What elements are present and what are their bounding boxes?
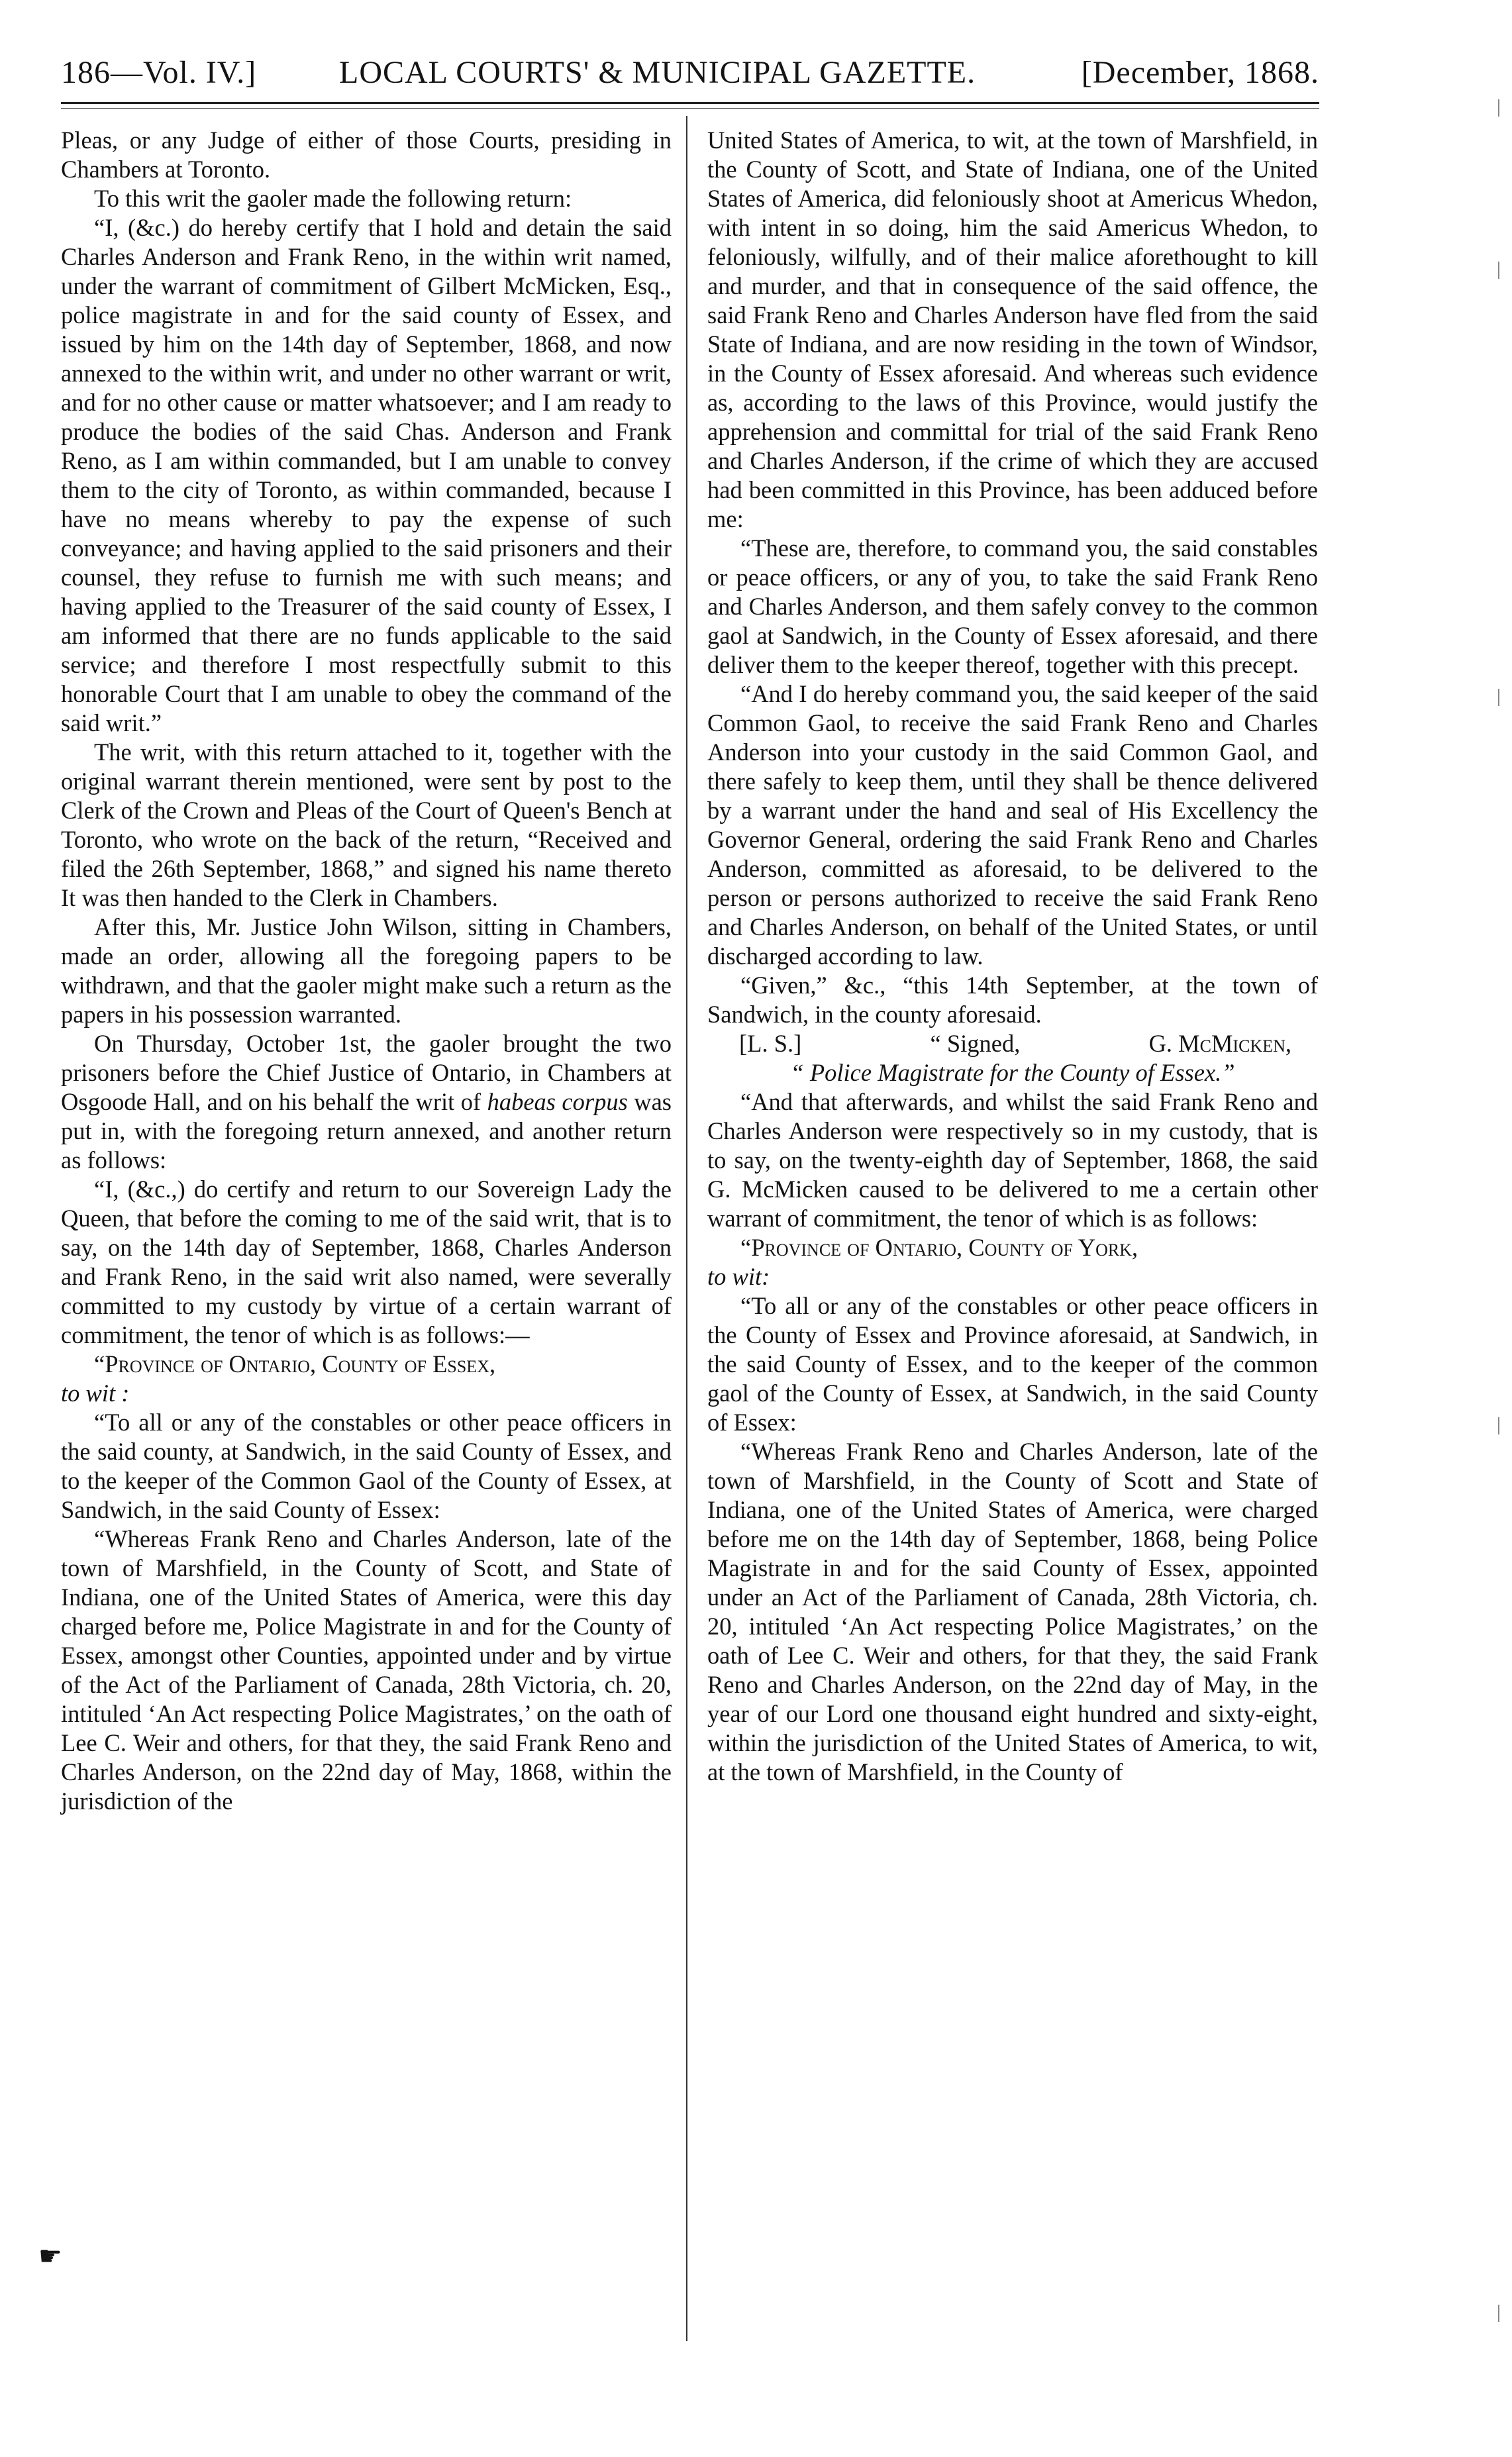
paragraph: “I, (&c.,) do certify and return to our Sovereign Lady the Queen, that before the coming to me of the said writ, that is to say, on the 14th day of September, 1868, Charles Anderson and Frank Reno, in the said writ also named, were severally committed to my custody by virtue of a certain warrant of commitment, the tenor of which is as follows:—: [61, 1176, 672, 1348]
edge-tick: [1498, 262, 1499, 279]
header-rule: [61, 102, 1319, 104]
paragraph: [61, 1029, 672, 1175]
pointing-hand-icon: ☛: [38, 2241, 62, 2272]
paragraph: “Whereas Frank Reno and Charles Anderson, late of the town of Marshfield, in the County of Scott and State of Indiana, one of the United States of America, were charged before me on the 14th day of September, 1868, being Police Magistrate in and for the said County of Essex, appointed under an Act of the Parliament of Canada, 28th Victoria, ch. 20, intituled ‘An Act respecting Police Magistrates,’ on the oath of Lee C. Weir and others, for that they, the said Frank Reno and Charles Anderson, on the 22nd day of May, in the year of our Lord one thousand eight hundred and sixty-eight, within the jurisdiction of the United States of America, to wit, at the town of Marshfield, in the County of: [707, 1438, 1318, 1785]
paragraph: United States of America, to wit, at the town of Marshfield, in the County of Scott, and State of Indiana, one of the United States of America, did feloniously shoot at Americus Whedon, with intent in so doing, him the said Americus Whedon, to feloniously, wilfully, and of their malice aforethought to kill and murder, and that in consequence of the said offence, the said Frank Reno and Charles Anderson have fled from the said State of Indiana, and are now residing in the town of Windsor, in the County of Essex aforesaid. And whereas such evidence as, according to the laws of this Province, would justify the apprehension and committal for trial of the said Frank Reno and Charles Anderson, if the crime of which they are accused had been committed in this Province, has been adduced before me:: [707, 126, 1318, 532]
signature-line: [707, 1029, 1318, 1058]
paragraph: “To all or any of the constables or other peace officers in the County of Essex and Province aforesaid, at Sandwich, in the said County of Essex, and to the keeper of the common gaol of the County of Essex, at Sandwich, in the said County of Essex:: [707, 1292, 1318, 1436]
left-column: [61, 126, 672, 1816]
heading-to-wit: to wit :: [61, 1379, 130, 1407]
paragraph: “These are, therefore, to command you, the said constables or peace officers, or any of you, to take the said Frank Reno and Charles Anderson, and them safely convey to the common gaol at Sandwich, in the County of Essex aforesaid, and there deliver them to the keeper thereof, together with this precept.: [707, 534, 1318, 678]
right-column: [707, 126, 1318, 1787]
signed-label: “ Signed,: [930, 1030, 1021, 1057]
paragraph: After this, Mr. Justice John Wilson, sitting in Chambers, made an order, allowing all the foregoing papers to be withdrawn, and that the gaoler might make such a return as the papers in his possession warranted.: [61, 913, 672, 1028]
paragraph: To this writ the gaoler made the following return:: [94, 185, 572, 212]
issue-date: [December, 1868.: [1081, 55, 1319, 90]
paragraph: “And that afterwards, and whilst the said Frank Reno and Charles Anderson were respectively so in my custody, that is to say, on the twenty-eighth day of September, 1868, the said G. McMicken caused to be delivered to me a certain other warrant of commitment, the tenor of which is as follows:: [707, 1088, 1318, 1232]
paragraph: “And I do hereby command you, the said keeper of the said Common Gaol, to receive the said Frank Reno and Charles Anderson into your custody in the said Common Gaol, and there safely to keep them, until they shall be thence delivered by a warrant under the hand and seal of His Excellency the Governor General, ordering the said Frank Reno and Charles Anderson, committed as aforesaid, to be delivered to the person or persons authorized to receive the said Frank Reno and Charles Anderson, on behalf of the United States, or until discharged according to law.: [707, 680, 1318, 970]
page-header: [61, 54, 1319, 101]
signatory-name: G. McMicken,: [1148, 1030, 1291, 1057]
edge-tick: [1498, 689, 1499, 706]
heading-to-wit: to wit:: [707, 1263, 770, 1290]
paragraph: “To all or any of the constables or other peace officers in the said county, at Sandwich, in the said County of Essex, and to the keeper of the Common Gaol of the County of Essex, at Sandwich, in the said County of Essex:: [61, 1409, 672, 1523]
paragraph: “Whereas Frank Reno and Charles Anderson, late of the town of Marshfield, in the County of Scott, and State of Indiana, one of the United States of America, were this day charged before me, Police Magistrate in and for the County of Essex, amongst other Counties, appointed under and by virtue of the Act of the Parliament of Canada, 28th Victoria, ch. 20, intituled ‘An Act respecting Police Magistrates,’ on the oath of Lee C. Weir and others, for that they, the said Frank Reno and Charles Anderson, on the 22nd day of May, 1868, within the jurisdiction of the: [61, 1525, 672, 1815]
paragraph: “Given,” &c., “this 14th September, at the town of Sandwich, in the county aforesaid.: [707, 972, 1318, 1028]
column-divider: [686, 116, 687, 2341]
page-number-volume: 186—Vol. IV.]: [61, 55, 257, 90]
edge-tick: [1498, 99, 1499, 117]
italic-term: habeas corpus: [487, 1088, 628, 1115]
paragraph-text: On Thursday, October 1st, the gaoler brought the two prisoners before the Chief Justice of Ontario, in Chambers at Osgoode Hall, and on his behalf the writ of: [61, 1030, 672, 1115]
paragraph-text: was put in, with the foregoing return annexed, and another return as follows:: [61, 1088, 672, 1174]
paragraph: “I, (&c.) do hereby certify that I hold and detain the said Charles Anderson and Frank Reno, in the within writ named, under the warrant of commitment of Gilbert McMicken, Esq., police magistrate in and for the said county of Essex, and issued by him on the 14th day of September, 1868, and now annexed to the within writ, and under no other warrant or writ, and for no other cause or matter whatsoever; and I am ready to produce the bodies of the said Chas. Anderson and Frank Reno, as I am within commanded, but I am unable to convey them to the city of Toronto, as within commanded, because I have no means whereby to pay the expense of such conveyance; and having applied to the said prisoners and their counsel, they refuse to furnish me with such means; and having applied to the Treasurer of the said county of Essex, I am informed that there are no funds applicable to the said service; and therefore I most respectfully submit to this honorable Court that I am unable to obey the command of the said writ.”: [61, 214, 672, 736]
paragraph: Pleas, or any Judge of either of those Courts, presiding in Chambers at Toronto.: [61, 126, 672, 183]
publication-title: LOCAL COURTS' & MUNICIPAL GAZETTE.: [339, 55, 976, 90]
signatory-title: “ Police Magistrate for the County of Essex.”: [790, 1059, 1235, 1086]
seal-mark: [L. S.]: [739, 1030, 802, 1057]
edge-tick: [1498, 2305, 1499, 2322]
header-rule-thin: [61, 108, 1319, 109]
heading-province: “Province of Ontario, County of Essex,: [94, 1350, 496, 1378]
edge-tick: [1498, 1417, 1499, 1434]
paragraph: The writ, with this return attached to it, together with the original warrant therein mentioned, were sent by post to the Clerk of the Crown and Pleas of the Court of Queen's Bench at Toronto, who wrote on the back of the return, “Received and filed the 26th September, 1868,” and signed his name thereto It was then handed to the Clerk in Chambers.: [61, 738, 672, 911]
heading-province: “Province of Ontario, County of York,: [740, 1234, 1138, 1261]
